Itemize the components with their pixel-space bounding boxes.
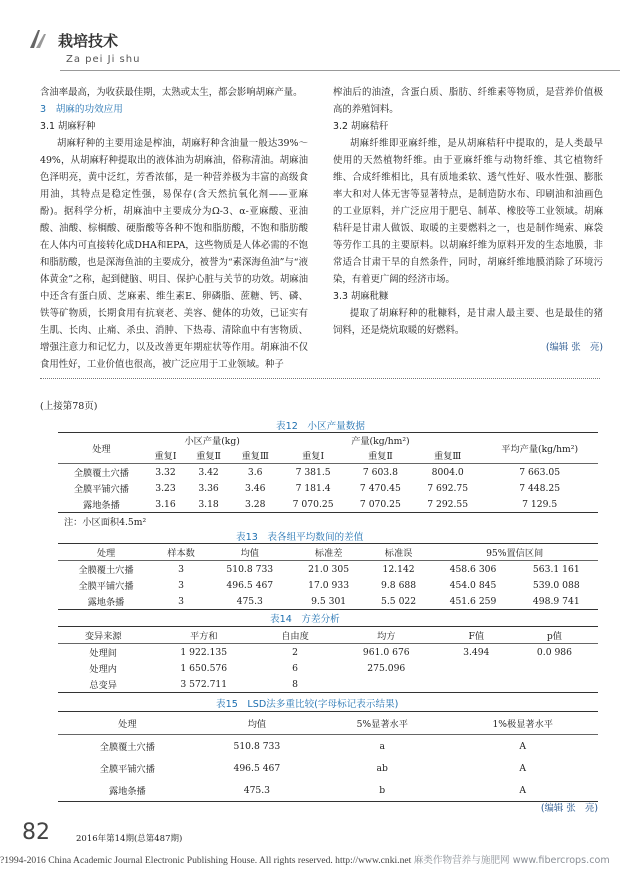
right-paragraph-1: 榨油后的油渣，含蛋白质、脂肪、纤维素等物质，是营养价值极高的养殖饲料。 (333, 87, 603, 115)
table-cell: 3.6 (247, 466, 263, 478)
table-cell: 3 572.711 (180, 678, 228, 690)
table14-header: 均方 (377, 631, 396, 642)
table12-header-average: 平均产量(kg/hm²) (481, 433, 598, 464)
right-paragraph-3: 提取了胡麻籽种的秕糠料，是甘肃人最主要、也是最佳的猪饲料，还是烧炕取暖的好燃料。 (333, 308, 603, 336)
table12-header-yield: 产量(kg/hm²) (351, 436, 410, 447)
table-cell: 3.23 (155, 482, 176, 494)
table12-header-plot: 小区产量(kg) (184, 436, 240, 447)
copyright-line (0, 852, 640, 866)
table-cell: 1 650.576 (180, 662, 228, 674)
table12-rep: 重复Ⅱ (196, 451, 221, 462)
section-title: 栽培技术 (58, 32, 119, 50)
editor-credit: (编辑 张 亮) (545, 342, 603, 353)
table-cell: 961.0 676 (362, 646, 410, 658)
table-cell: 3 (178, 563, 184, 575)
table-cell: A (519, 784, 527, 796)
table12-caption: 表12 小区产量数据 (276, 421, 365, 432)
table15-header: 均值 (247, 719, 267, 730)
table-cell: 539.0 088 (532, 579, 580, 591)
table-cell: b (379, 784, 386, 796)
table-cell: 总变异 (89, 680, 117, 691)
table15-header: 处理 (118, 719, 137, 730)
table-row (58, 464, 598, 481)
table-cell: 3.28 (244, 498, 266, 510)
table12-rep: 重复Ⅲ (241, 451, 269, 462)
table13 (58, 543, 598, 610)
table-cell: 3.16 (155, 498, 176, 510)
intro-paragraph: 含油率最高，为收获最佳期，太熟或太生，都会影响胡麻产量。 (40, 87, 303, 98)
table-cell: 7 603.8 (362, 466, 398, 478)
table-cell: 6 (292, 662, 298, 674)
table-cell: 7 470.45 (359, 482, 401, 494)
table-cell: 3.494 (463, 646, 490, 658)
table12-rep: 重复Ⅰ (154, 451, 177, 462)
table-cell: 7 070.25 (292, 498, 334, 510)
table-row (58, 561, 598, 578)
table13-header: 处理 (96, 548, 116, 559)
table14-header: 自由度 (281, 631, 309, 642)
table-row (58, 757, 598, 779)
copyright-text: ?1994-2016 China Academic Journal Electronic Publishing House. All rights reserved. http://www.cnki.net (0, 855, 412, 866)
table-cell: A (519, 762, 527, 774)
table-cell (511, 676, 598, 693)
table-cell: 7 181.4 (295, 482, 331, 494)
table14-header: 平方和 (189, 631, 218, 642)
table-cell (511, 660, 598, 676)
table-cell: 处理内 (89, 664, 117, 675)
table-cell: 21.0 305 (308, 563, 350, 575)
table-cell: 7 448.25 (519, 482, 561, 494)
body-paragraph: 胡麻籽种的主要用途是榨油，胡麻籽种含油量一般达39%～49%，从胡麻籽种提取出的液体油为胡麻油，俗称清油。胡麻油色泽明亮，黄中泛红，芳香浓郁，是一种营养极为丰富的高级食用油，其特点是稳定性强，易保存(含天然抗氧化剂——亚麻酚)。据科学分析，胡麻油中主要成分为Ω-3、α-亚麻酸、亚油酸、油酸、棕榈酸、硬脂酸等各种不饱和脂肪酸，不饱和脂肪酸在人体内可直接转化成DHA和EPA，这些物质是人体必需的不饱和脂肪酸，也是深海鱼油的主要成分，被誉为“素深海鱼油”与“液体黄金”之称，起到健脑、明目、保护心脏与关节的功效。胡麻油中还含有蛋白质、芝麻素、维生素E、卵磷脂、蔗糖、钙、磷、铁等矿物质，长期食用有抗衰老、美容、健体的功效，已证实有生肌、长肉、止痛、杀虫、消肿、下热毒、清除血中有害物质、增强注意力和记忆力，以及改善更年期症状等作用。胡麻油不仅食用性好，工业价值也很高，被广泛应用于工业领域。种子 (40, 138, 308, 370)
table14-header: p值 (546, 631, 562, 642)
table-cell: A (519, 740, 527, 752)
right-column (333, 84, 603, 356)
table-cell: 563.1 161 (532, 563, 580, 575)
watermark-text: 麻类作物营养与施肥网 www.fibercrops.com (413, 855, 610, 866)
table-row (58, 644, 598, 661)
table15-header: 5%显著水平 (356, 719, 408, 730)
table-row (58, 660, 598, 676)
subsection-heading: 3.1 胡麻籽种 (40, 121, 96, 132)
table-cell: a (379, 740, 385, 752)
table12-rep: 重复Ⅰ (302, 451, 325, 462)
subsection-heading-2: 3.2 胡麻秸秆 (333, 121, 389, 132)
table-cell: 17.0 933 (308, 579, 350, 591)
table-row (58, 593, 598, 610)
table-cell: 9.8 688 (381, 579, 417, 591)
header-rule (60, 70, 620, 71)
issue-info: 2016年第14期(总第487期) (76, 834, 183, 844)
table-cell: 3.46 (244, 482, 266, 494)
table-cell: 3.36 (198, 482, 219, 494)
continued-note: (上接第78页) (40, 401, 98, 412)
table14 (58, 626, 598, 693)
table15 (58, 711, 598, 802)
table-cell: 7 070.25 (359, 498, 401, 510)
table-row (58, 676, 598, 693)
table-cell: 475.3 (236, 595, 263, 607)
table-cell: 7 292.55 (427, 498, 469, 510)
table13-header: 样本数 (167, 548, 195, 559)
table-cell: 处理间 (89, 648, 117, 659)
table-cell: 451.6 259 (449, 595, 497, 607)
table-cell: 7 663.05 (519, 466, 561, 478)
table12-rep: 重复Ⅲ (434, 451, 462, 462)
table-cell: ab (376, 762, 388, 774)
table14-header: F值 (468, 631, 485, 642)
table-cell: 496.5 467 (233, 762, 281, 774)
table-cell: 1 922.135 (180, 646, 228, 658)
table14-caption: 表14 方差分析 (270, 614, 340, 625)
table13-header: 95%置信区间 (486, 548, 544, 559)
table13-header: 标准误 (384, 548, 413, 559)
table12-rep: 重复Ⅱ (368, 451, 393, 462)
table-cell (442, 660, 511, 676)
table-cell: 全膜覆土穴播 (78, 565, 134, 576)
table13-header: 均值 (240, 548, 259, 559)
table-cell: 0.0 986 (536, 646, 572, 658)
table-cell: 3.42 (198, 466, 219, 478)
table-cell: 9.5 301 (311, 595, 347, 607)
subsection-heading-3: 3.3 胡麻秕糠 (333, 291, 389, 302)
table12-header-treatment: 处理 (58, 433, 145, 464)
table-cell: 3.32 (155, 466, 176, 478)
table-cell: 露地条播 (83, 500, 120, 511)
table13-caption: 表13 表各组平均数间的差值 (236, 532, 364, 543)
page-number: 82 (22, 820, 50, 845)
table-cell: 全膜覆土穴播 (73, 468, 129, 479)
table-cell: 露地条播 (108, 786, 146, 797)
table-row (58, 779, 598, 802)
table-cell: 454.0 845 (449, 579, 497, 591)
table-cell (442, 676, 511, 693)
section-heading: 3 胡麻的功效应用 (40, 104, 123, 115)
right-paragraph-2: 胡麻纤维即亚麻纤维，是从胡麻秸秆中提取的，是人类最早使用的天然植物纤维。由于亚麻纤维与动物纤维、其它植物纤维、合成纤维相比，具有质地柔软、透气性好、吸水性强、膨胀率大和对人体无害等显著特点，是制造防水布、印刷油和油画色的工业原料，并广泛应用于肥皂、制革、橡胶等工业领域。胡麻秸秆是甘肃人做饭、取暖的主要燃料之一，也是制作绳索、麻袋等劳作工具的主要原料。以胡麻纤维为原料开发的生态地膜，非常适合甘肃干旱的自然条件，同时，胡麻纤维地膜消除了环境污染，有着更广阔的经济市场。 (333, 138, 603, 285)
table14-header: 变异来源 (84, 631, 122, 642)
table-cell: 3 (178, 579, 184, 591)
table-cell: 2 (292, 646, 298, 658)
table12 (58, 432, 598, 513)
section-divider (40, 378, 600, 379)
table-row (58, 496, 598, 513)
table-cell: 7 129.5 (522, 498, 558, 510)
table-row (58, 735, 598, 758)
table-cell: 全膜平铺穴播 (73, 484, 129, 495)
table-cell: 3 (178, 595, 184, 607)
table-cell: 8 (292, 678, 298, 690)
table-cell: 8004.0 (431, 466, 464, 478)
table-cell: 3.18 (198, 498, 219, 510)
left-column (40, 84, 308, 373)
table15-header: 1%极显著水平 (492, 719, 553, 730)
table-row (58, 480, 598, 496)
journal-logo-icon (28, 28, 50, 50)
table-cell: 458.6 306 (449, 563, 497, 575)
table-cell: 275.096 (367, 662, 406, 674)
table12-note: 注：小区面积4.5m² (64, 517, 147, 528)
section-subtitle: Za pei Ji shu (66, 54, 141, 65)
table-cell: 12.142 (382, 563, 415, 575)
table-cell: 全膜覆土穴播 (99, 742, 155, 753)
table-cell (331, 676, 442, 693)
table-cell: 510.8 733 (226, 563, 274, 575)
table-cell: 露地条播 (87, 597, 125, 608)
table-cell: 496.5 467 (226, 579, 274, 591)
table-cell: 全膜平铺穴播 (99, 764, 155, 775)
table-cell: 498.9 741 (532, 595, 580, 607)
table-cell: 5.5 022 (381, 595, 417, 607)
table-cell: 7 692.75 (427, 482, 469, 494)
table-cell: 7 381.5 (295, 466, 331, 478)
table-cell: 475.3 (243, 784, 271, 796)
table-editor-credit: (编辑 张 亮) (540, 803, 598, 814)
table-cell: 510.8 733 (233, 740, 281, 752)
table-row (58, 577, 598, 593)
table13-header: 标准差 (314, 548, 343, 559)
table15-caption: 表15 LSD法多重比较(字母标记表示结果) (216, 699, 399, 710)
table-cell: 全膜平铺穴播 (78, 581, 134, 592)
